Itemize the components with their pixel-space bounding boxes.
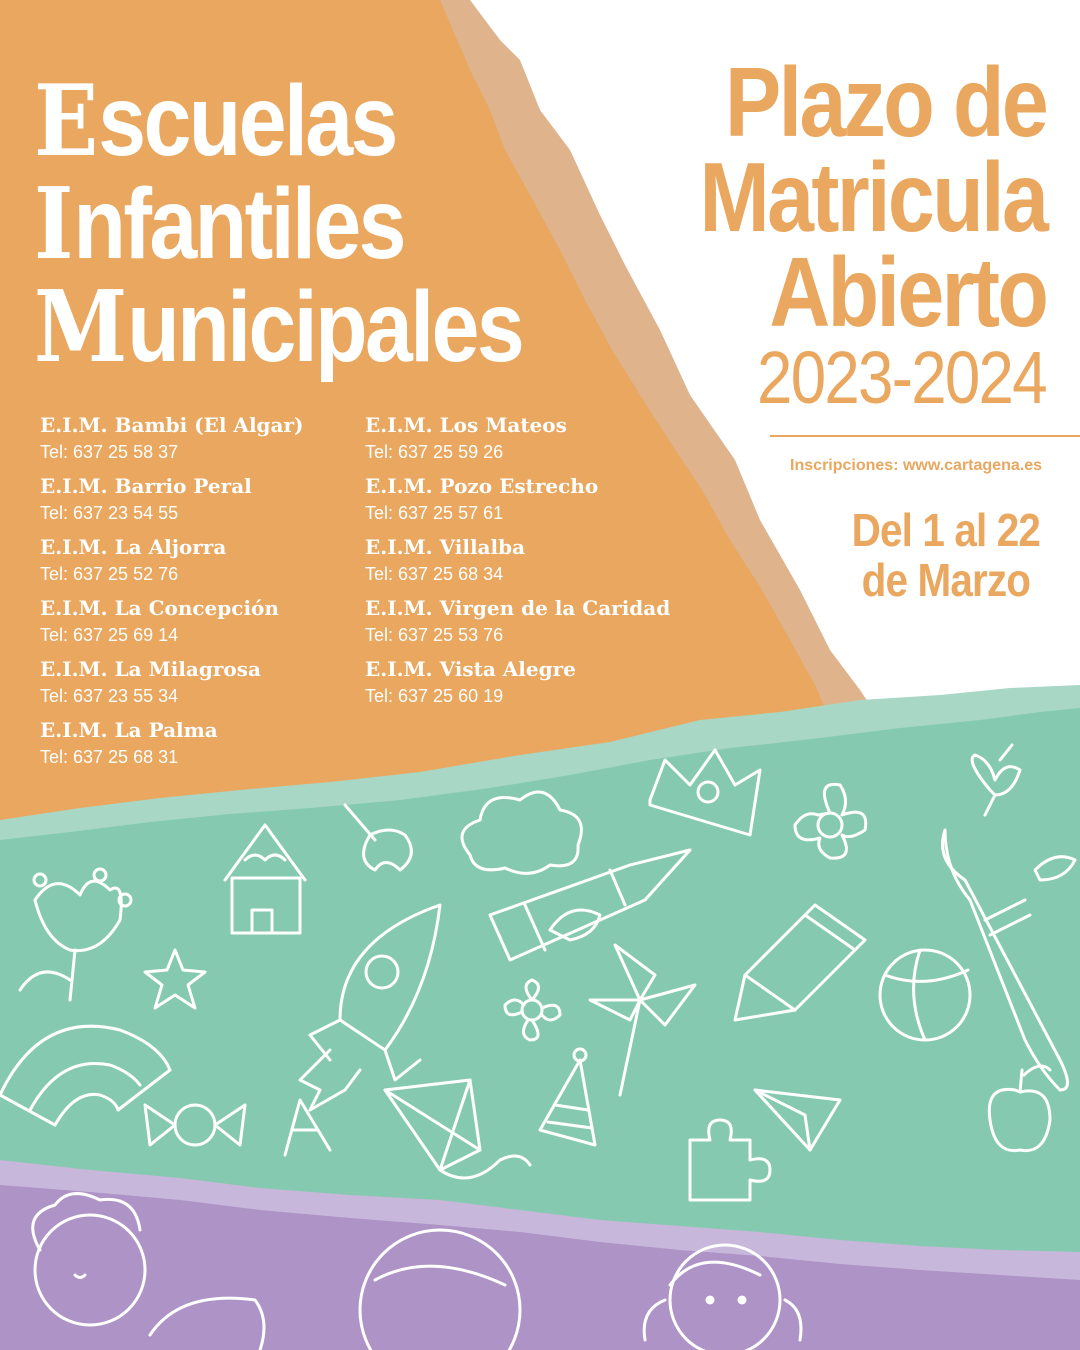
announcement [643, 47, 1046, 347]
school-item [40, 534, 370, 585]
school-phone: Tel: 637 25 58 37 [40, 442, 179, 462]
headline-line: Abierto [769, 237, 1046, 347]
school-phone: Tel: 637 25 53 76 [365, 625, 504, 645]
school-name: E.I.M. Barrio Peral [40, 474, 252, 498]
title-line-escuelas [34, 64, 522, 179]
school-name: E.I.M. La Aljorra [40, 535, 227, 559]
school-phone: Tel: 637 25 68 31 [40, 747, 179, 767]
school-phone: Tel: 637 25 60 19 [365, 686, 504, 706]
school-phone: Tel: 637 25 68 34 [365, 564, 504, 584]
school-item [365, 412, 695, 463]
school-item [40, 473, 370, 524]
school-phone: Tel: 637 25 69 14 [40, 625, 179, 645]
school-name: E.I.M. La Milagrosa [40, 657, 261, 681]
headline-line: Matricula [699, 142, 1046, 252]
school-item [40, 656, 370, 707]
school-item [365, 473, 695, 524]
title-word: nfantiles [73, 168, 404, 280]
title-word: scuelas [98, 65, 396, 177]
school-name: E.I.M. La Palma [40, 718, 218, 742]
school-phone: Tel: 637 23 55 34 [40, 686, 179, 706]
school-item [365, 534, 695, 585]
school-name: E.I.M. Virgen de la Caridad [365, 596, 671, 620]
school-name: E.I.M. Vista Alegre [365, 657, 576, 681]
school-name: E.I.M. Pozo Estrecho [365, 474, 599, 498]
school-item [40, 412, 370, 463]
title-line-municipales [34, 270, 523, 385]
school-phone: Tel: 637 25 59 26 [365, 442, 504, 462]
title-word: unicipales [127, 271, 523, 383]
school-phone: Tel: 637 25 52 76 [40, 564, 179, 584]
poster-title [34, 64, 523, 385]
title-initial: I [34, 167, 74, 282]
school-name: E.I.M. Villalba [365, 535, 526, 559]
school-name: E.I.M. Los Mateos [365, 413, 567, 437]
registration-website: Inscripciones: www.cartagena.es [790, 457, 1042, 474]
headline-line: Plazo de [724, 47, 1046, 157]
school-name: E.I.M. La Concepción [40, 596, 279, 620]
title-line-infantiles [34, 167, 522, 282]
school-year: 2023-2024 [757, 336, 1046, 419]
dates-line: de Marzo [861, 554, 1031, 606]
school-item [40, 717, 370, 768]
title-initial: E [34, 64, 99, 179]
school-item [40, 595, 370, 646]
school-item [365, 656, 695, 707]
dates-line: Del 1 al 22 [851, 504, 1040, 556]
announcement-headline [699, 47, 1046, 347]
school-phone: Tel: 637 23 54 55 [40, 503, 179, 523]
title-initial: M [34, 270, 128, 385]
school-name: E.I.M. Bambi (El Algar) [40, 413, 304, 437]
school-phone: Tel: 637 25 57 61 [365, 503, 504, 523]
divider [770, 435, 1080, 437]
enrollment-dates [852, 505, 1040, 605]
school-item [365, 595, 695, 646]
